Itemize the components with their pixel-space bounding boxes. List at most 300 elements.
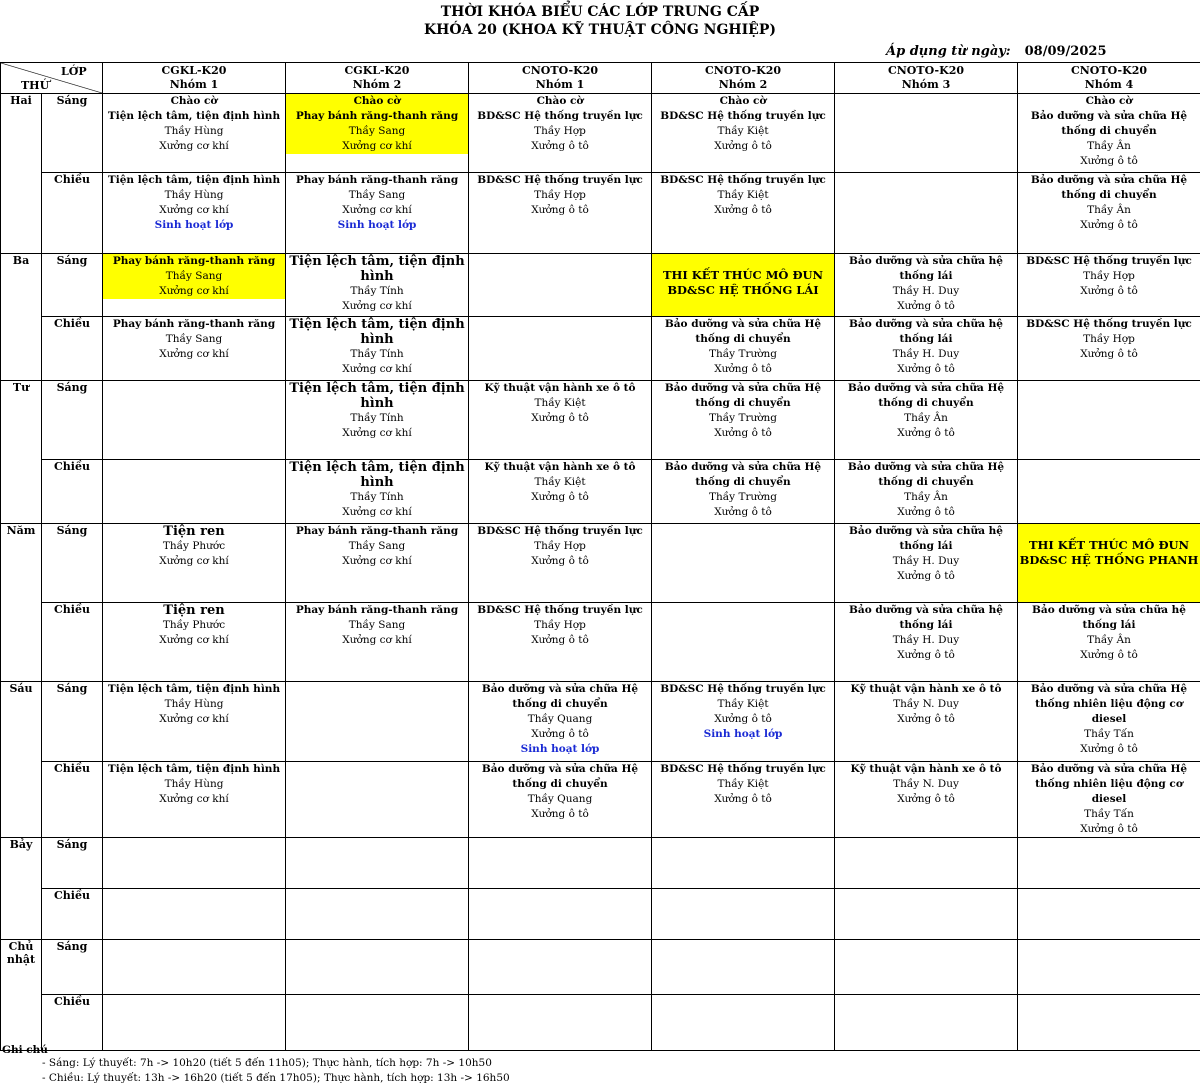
schedule-cell xyxy=(286,889,469,940)
schedule-cell xyxy=(1018,940,1200,995)
exam-notice: THI KẾT THÚC MÔ ĐUN BD&SC HỆ THỐNG PHANH xyxy=(1019,538,1199,567)
schedule-cell xyxy=(652,254,835,317)
teacher-name: Thầy Tấn xyxy=(1084,808,1134,820)
schedule-cell xyxy=(835,460,1018,524)
schedule-cell xyxy=(1018,762,1200,838)
class-group: Nhóm 3 xyxy=(901,78,951,91)
subject-name: Tiện lệch tâm, tiện định hình xyxy=(289,381,465,411)
subject-block xyxy=(1018,317,1200,362)
room-name: Xưởng ô tô xyxy=(1080,743,1138,755)
subject-name: Tiện ren xyxy=(163,524,225,539)
room-name: Xưởng cơ khí xyxy=(342,300,412,312)
schedule-row xyxy=(1,254,1200,317)
apply-date-label: Áp dụng từ ngày: xyxy=(886,44,1011,59)
room-name: Xưởng ô tô xyxy=(714,506,772,518)
room-name: Xưởng cơ khí xyxy=(159,634,229,646)
schedule-cell xyxy=(469,173,652,254)
room-name: Xưởng ô tô xyxy=(531,204,589,216)
subject-name: Bảo dưỡng và sửa chữa hệ thống lái xyxy=(849,318,1003,345)
teacher-name: Thầy Sang xyxy=(348,540,406,552)
subject-block xyxy=(103,603,285,648)
schedule-cell xyxy=(652,173,835,254)
class-code: CGKL-K20 xyxy=(344,64,410,77)
room-name: Xưởng cơ khí xyxy=(159,348,229,360)
subject-name: Tiện lệch tâm, tiện định hình xyxy=(289,254,465,284)
subject-name: BD&SC Hệ thống truyền lực xyxy=(477,604,643,616)
day-label: Sáu xyxy=(1,682,42,838)
schedule-row xyxy=(1,524,1200,603)
session-label: Sáng xyxy=(42,838,103,889)
teacher-name: Thầy Tấn xyxy=(1084,728,1134,740)
subject-name: Tiện lệch tâm, tiện định hình xyxy=(107,683,281,695)
class-group: Nhóm 2 xyxy=(718,78,768,91)
subject-name: Bảo dưỡng và sửa chữa Hệ thống di chuyển xyxy=(847,382,1005,409)
class-group: Nhóm 1 xyxy=(535,78,585,91)
schedule-row xyxy=(1,603,1200,682)
teacher-name: Thầy Kiệt xyxy=(717,698,769,710)
room-name: Xưởng ô tô xyxy=(897,363,955,375)
schedule-cell xyxy=(286,524,469,603)
subject-block xyxy=(835,682,1017,727)
schedule-cell xyxy=(286,940,469,995)
schedule-cell xyxy=(286,381,469,460)
subject-block xyxy=(103,173,285,218)
schedule-cell xyxy=(1018,682,1200,762)
class-activity-note: Sinh hoạt lớp xyxy=(703,728,783,740)
subject-name: Bảo dưỡng và sửa chữa Hệ thống di chuyển xyxy=(664,461,822,488)
schedule-row xyxy=(1,460,1200,524)
teacher-name: Thầy Ân xyxy=(1087,204,1131,216)
schedule-cell xyxy=(103,524,286,603)
cell-top-label: Chào cờ xyxy=(536,95,584,107)
schedule-cell xyxy=(835,254,1018,317)
subject-block xyxy=(652,317,834,377)
subject-name: Bảo dưỡng và sửa chữa Hệ thống di chuyển xyxy=(481,683,639,710)
schedule-cell xyxy=(835,995,1018,1051)
subject-name: BD&SC Hệ thống truyền lực xyxy=(1026,318,1192,330)
room-name: Xưởng ô tô xyxy=(897,300,955,312)
room-name: Xưởng ô tô xyxy=(1080,649,1138,661)
schedule-cell xyxy=(835,381,1018,460)
room-name: Xưởng ô tô xyxy=(1080,219,1138,231)
schedule-cell xyxy=(103,995,286,1051)
session-label: Chiều xyxy=(42,995,103,1051)
subject-block xyxy=(835,381,1017,441)
session-label: Chiều xyxy=(42,460,103,524)
subject-name: Bảo dưỡng và sửa chữa hệ thống lái xyxy=(1032,604,1186,631)
room-name: Xưởng ô tô xyxy=(897,713,955,725)
schedule-cell xyxy=(286,762,469,838)
schedule-cell xyxy=(835,603,1018,682)
teacher-name: Thầy Trường xyxy=(708,491,778,503)
subject-name: Bảo dưỡng và sửa chữa Hệ thống nhiên liệu động cơ diesel xyxy=(1030,683,1188,725)
day-label: Ba xyxy=(1,254,42,381)
subject-block xyxy=(286,524,468,569)
subject-name: Bảo dưỡng và sửa chữa Hệ thống nhiên liệu động cơ diesel xyxy=(1030,763,1188,805)
room-name: Xưởng ô tô xyxy=(531,808,589,820)
room-name: Xưởng ô tô xyxy=(531,634,589,646)
subject-block xyxy=(1018,254,1200,299)
schedule-cell xyxy=(469,762,652,838)
teacher-name: Thầy Trường xyxy=(708,412,778,424)
teacher-name: Thầy H. Duy xyxy=(892,285,960,297)
class-code: CNOTO-K20 xyxy=(705,64,781,77)
schedule-cell xyxy=(1018,173,1200,254)
teacher-name: Thầy Tính xyxy=(350,491,404,503)
schedule-cell xyxy=(103,254,286,317)
subject-block xyxy=(652,762,834,807)
subject-block xyxy=(835,460,1017,520)
room-name: Xưởng cơ khí xyxy=(159,204,229,216)
room-name: Xưởng cơ khí xyxy=(159,140,229,152)
room-name: Xưởng ô tô xyxy=(1080,285,1138,297)
subject-name: Kỹ thuật vận hành xe ô tô xyxy=(850,683,1002,695)
session-label: Chiều xyxy=(42,889,103,940)
room-name: Xưởng ô tô xyxy=(531,728,589,740)
subject-block xyxy=(835,254,1017,314)
schedule-cell xyxy=(1018,381,1200,460)
subject-block xyxy=(103,94,285,154)
subject-name: BD&SC Hệ thống truyền lực xyxy=(477,110,643,122)
schedule-cell xyxy=(1018,524,1200,603)
schedule-row xyxy=(1,940,1200,995)
subject-name: Phay bánh răng-thanh răng xyxy=(295,604,459,616)
cell-top-label: Chào cờ xyxy=(170,95,218,107)
schedule-cell xyxy=(469,603,652,682)
page-title: THỜI KHÓA BIỂU CÁC LỚP TRUNG CẤP xyxy=(440,4,760,20)
schedule-cell xyxy=(469,682,652,762)
subject-name: Tiện lệch tâm, tiện định hình xyxy=(289,317,465,347)
header-corner xyxy=(1,63,103,94)
session-label: Chiều xyxy=(42,173,103,254)
teacher-name: Thầy N. Duy xyxy=(893,778,959,790)
schedule-cell xyxy=(286,254,469,317)
subject-name: BD&SC Hệ thống truyền lực xyxy=(477,174,643,186)
subject-name: BD&SC Hệ thống truyền lực xyxy=(1026,255,1192,267)
teacher-name: Thầy Ân xyxy=(904,491,948,503)
schedule-cell xyxy=(652,762,835,838)
room-name: Xưởng cơ khí xyxy=(342,363,412,375)
subject-block xyxy=(469,762,651,822)
teacher-name: Thầy Sang xyxy=(348,189,406,201)
schedule-cell xyxy=(286,682,469,762)
subject-block xyxy=(835,762,1017,807)
schedule-cell xyxy=(835,838,1018,889)
session-label: Sáng xyxy=(42,254,103,317)
subject-block xyxy=(835,317,1017,377)
schedule-cell xyxy=(1018,94,1200,173)
room-name: Xưởng ô tô xyxy=(714,140,772,152)
room-name: Xưởng cơ khí xyxy=(159,555,229,567)
room-name: Xưởng cơ khí xyxy=(342,204,412,216)
day-label: Chủ nhật xyxy=(1,940,42,1051)
subject-block xyxy=(469,460,651,505)
schedule-cell xyxy=(835,173,1018,254)
subject-name: BD&SC Hệ thống truyền lực xyxy=(660,174,826,186)
room-name: Xưởng cơ khí xyxy=(342,427,412,439)
schedule-cell xyxy=(103,603,286,682)
schedule-cell xyxy=(103,173,286,254)
teacher-name: Thầy Kiệt xyxy=(717,778,769,790)
schedule-cell xyxy=(1018,460,1200,524)
schedule-cell xyxy=(1018,838,1200,889)
subject-block xyxy=(1018,682,1200,757)
teacher-name: Thầy Hùng xyxy=(164,778,224,790)
subject-name: Tiện lệch tâm, tiện định hình xyxy=(107,174,281,186)
subject-block xyxy=(652,173,834,218)
teacher-name: Thầy Kiệt xyxy=(534,397,586,409)
subject-block xyxy=(286,317,468,377)
class-code: CNOTO-K20 xyxy=(888,64,964,77)
schedule-cell xyxy=(469,940,652,995)
subject-name: Kỹ thuật vận hành xe ô tô xyxy=(850,763,1002,775)
schedule-cell xyxy=(469,94,652,173)
teacher-name: Thầy H. Duy xyxy=(892,555,960,567)
room-name: Xưởng ô tô xyxy=(897,427,955,439)
subject-block xyxy=(286,254,468,314)
teacher-name: Thầy Hợp xyxy=(1083,270,1135,282)
teacher-name: Thầy Phước xyxy=(162,619,226,631)
teacher-name: Thầy Sang xyxy=(165,270,223,282)
schedule-cell xyxy=(835,889,1018,940)
subject-block xyxy=(103,682,285,727)
subject-name: BD&SC Hệ thống truyền lực xyxy=(660,683,826,695)
room-name: Xưởng ô tô xyxy=(531,491,589,503)
subject-name: Tiện ren xyxy=(163,603,225,618)
class-group: Nhóm 4 xyxy=(1084,78,1134,91)
room-name: Xưởng cơ khí xyxy=(342,506,412,518)
class-code: CNOTO-K20 xyxy=(1071,64,1147,77)
room-name: Xưởng ô tô xyxy=(531,412,589,424)
class-activity-note: Sinh hoạt lớp xyxy=(337,219,417,231)
schedule-cell xyxy=(835,524,1018,603)
teacher-name: Thầy Tính xyxy=(350,348,404,360)
schedule-cell xyxy=(286,94,469,173)
schedule-cell xyxy=(103,762,286,838)
subject-block xyxy=(652,94,834,154)
schedule-cell xyxy=(286,603,469,682)
schedule-cell xyxy=(103,889,286,940)
schedule-cell xyxy=(652,940,835,995)
subject-block xyxy=(103,762,285,807)
teacher-name: Thầy Ân xyxy=(1087,634,1131,646)
cell-top-label: Chào cờ xyxy=(353,95,401,107)
subject-block xyxy=(652,381,834,441)
session-label: Chiều xyxy=(42,762,103,838)
room-name: Xưởng cơ khí xyxy=(342,634,412,646)
teacher-name: Thầy Hợp xyxy=(534,125,586,137)
schedule-cell xyxy=(652,995,835,1051)
subject-block xyxy=(652,682,834,727)
subject-block xyxy=(835,603,1017,663)
schedule-cell xyxy=(469,317,652,381)
schedule-cell xyxy=(1018,254,1200,317)
schedule-cell xyxy=(469,381,652,460)
schedule-cell xyxy=(1018,603,1200,682)
teacher-name: Thầy Hợp xyxy=(534,189,586,201)
subject-name: Bảo dưỡng và sửa chữa Hệ thống di chuyển xyxy=(1030,174,1188,201)
schedule-cell xyxy=(103,94,286,173)
subject-name: Kỹ thuật vận hành xe ô tô xyxy=(484,461,636,473)
room-name: Xưởng ô tô xyxy=(714,204,772,216)
subject-block xyxy=(103,524,285,569)
room-name: Xưởng cơ khí xyxy=(159,285,229,297)
schedule-row xyxy=(1,762,1200,838)
class-header xyxy=(1018,63,1200,94)
subject-name: Bảo dưỡng và sửa chữa Hệ thống di chuyển xyxy=(664,318,822,345)
schedule-cell xyxy=(286,460,469,524)
room-name: Xưởng cơ khí xyxy=(159,793,229,805)
subject-name: Tiện lệch tâm, tiện định hình xyxy=(107,110,281,122)
teacher-name: Thầy Phước xyxy=(162,540,226,552)
teacher-name: Thầy Hùng xyxy=(164,125,224,137)
subject-block xyxy=(469,524,651,569)
schedule-cell xyxy=(652,838,835,889)
teacher-name: Thầy Sang xyxy=(348,125,406,137)
schedule-cell xyxy=(103,381,286,460)
schedule-cell xyxy=(286,995,469,1051)
exam-notice: THI KẾT THÚC MÔ ĐUN BD&SC HỆ THỐNG LÁI xyxy=(662,268,824,297)
day-label: Bảy xyxy=(1,838,42,940)
schedule-cell xyxy=(652,381,835,460)
timetable xyxy=(0,62,1200,1051)
subject-name: Bảo dưỡng và sửa chữa Hệ thống di chuyển xyxy=(664,382,822,409)
subject-block xyxy=(286,460,468,520)
schedule-row xyxy=(1,682,1200,762)
schedule-row xyxy=(1,173,1200,254)
subject-block xyxy=(1018,94,1200,169)
subject-name: Bảo dưỡng và sửa chữa Hệ thống di chuyển xyxy=(1030,110,1188,137)
header-day-label: THỨ xyxy=(21,79,50,92)
room-name: Xưởng ô tô xyxy=(714,793,772,805)
session-label: Chiều xyxy=(42,603,103,682)
class-group: Nhóm 1 xyxy=(169,78,219,91)
subject-name: BD&SC Hệ thống truyền lực xyxy=(660,763,826,775)
schedule-cell xyxy=(652,603,835,682)
subject-name: Bảo dưỡng và sửa chữa hệ thống lái xyxy=(849,255,1003,282)
subject-name: BD&SC Hệ thống truyền lực xyxy=(477,525,643,537)
teacher-name: Thầy H. Duy xyxy=(892,348,960,360)
subject-name: Bảo dưỡng và sửa chữa hệ thống lái xyxy=(849,604,1003,631)
teacher-name: Thầy Kiệt xyxy=(534,476,586,488)
subject-block xyxy=(469,603,651,648)
room-name: Xưởng ô tô xyxy=(897,570,955,582)
session-label: Sáng xyxy=(42,524,103,603)
session-label: Sáng xyxy=(42,381,103,460)
subject-block xyxy=(103,254,285,299)
session-label: Sáng xyxy=(42,94,103,173)
schedule-cell xyxy=(835,762,1018,838)
apply-date-value: 08/09/2025 xyxy=(1024,44,1107,59)
schedule-cell xyxy=(469,254,652,317)
teacher-name: Thầy Ân xyxy=(904,412,948,424)
schedule-cell xyxy=(1018,889,1200,940)
teacher-name: Thầy Trường xyxy=(708,348,778,360)
room-name: Xưởng ô tô xyxy=(714,427,772,439)
schedule-row xyxy=(1,995,1200,1051)
class-activity-note: Sinh hoạt lớp xyxy=(520,743,600,755)
schedule-cell xyxy=(835,94,1018,173)
subject-block xyxy=(286,603,468,648)
teacher-name: Thầy Hợp xyxy=(1083,333,1135,345)
subject-block xyxy=(469,94,651,154)
cell-top-label: Chào cờ xyxy=(719,95,767,107)
schedule-row xyxy=(1,381,1200,460)
apply-date-line xyxy=(886,44,1106,59)
subject-block xyxy=(652,460,834,520)
teacher-name: Thầy Hợp xyxy=(534,540,586,552)
schedule-cell xyxy=(652,682,835,762)
room-name: Xưởng cơ khí xyxy=(342,140,412,152)
teacher-name: Thầy Kiệt xyxy=(717,125,769,137)
schedule-cell xyxy=(469,524,652,603)
schedule-row xyxy=(1,94,1200,173)
schedule-cell xyxy=(652,94,835,173)
schedule-cell xyxy=(103,838,286,889)
teacher-name: Thầy Hùng xyxy=(164,698,224,710)
subject-name: Phay bánh răng-thanh răng xyxy=(112,318,276,330)
subject-name: Tiện lệch tâm, tiện định hình xyxy=(289,460,465,490)
schedule-row xyxy=(1,838,1200,889)
teacher-name: Thầy Sang xyxy=(165,333,223,345)
schedule-cell xyxy=(286,173,469,254)
class-header xyxy=(469,63,652,94)
teacher-name: Thầy Hợp xyxy=(534,619,586,631)
schedule-cell xyxy=(652,889,835,940)
subject-block xyxy=(469,682,651,742)
notes-section xyxy=(0,1044,1200,1086)
page-subtitle: KHÓA 20 (KHOA KỸ THUẬT CÔNG NGHIỆP) xyxy=(424,22,776,38)
day-label: Hai xyxy=(1,94,42,254)
subject-block xyxy=(1018,762,1200,837)
schedule-cell xyxy=(652,317,835,381)
teacher-name: Thầy Kiệt xyxy=(717,189,769,201)
teacher-name: Thầy N. Duy xyxy=(893,698,959,710)
room-name: Xưởng ô tô xyxy=(897,506,955,518)
subject-block xyxy=(286,381,468,441)
day-label: Tư xyxy=(1,381,42,524)
session-label: Sáng xyxy=(42,940,103,995)
schedule-cell xyxy=(652,524,835,603)
teacher-name: Thầy Quang xyxy=(527,793,593,805)
schedule-cell xyxy=(1018,317,1200,381)
schedule-cell xyxy=(835,682,1018,762)
schedule-cell xyxy=(469,995,652,1051)
subject-name: Tiện lệch tâm, tiện định hình xyxy=(107,763,281,775)
subject-block xyxy=(286,94,468,154)
schedule-cell xyxy=(286,838,469,889)
teacher-name: Thầy Ân xyxy=(1087,140,1131,152)
subject-block xyxy=(835,524,1017,584)
room-name: Xưởng ô tô xyxy=(1080,348,1138,360)
schedule-cell xyxy=(103,317,286,381)
room-name: Xưởng ô tô xyxy=(897,649,955,661)
schedule-cell xyxy=(469,889,652,940)
room-name: Xưởng cơ khí xyxy=(159,713,229,725)
room-name: Xưởng ô tô xyxy=(531,140,589,152)
subject-name: Phay bánh răng-thanh răng xyxy=(295,525,459,537)
subject-name: Phay bánh răng-thanh răng xyxy=(295,174,459,186)
teacher-name: Thầy Hùng xyxy=(164,189,224,201)
notes-line: - Chiều: Lý thuyết: 13h -> 16h20 (tiết 5 đến 17h05); Thực hành, tích hợp: 13h -> 16h50 xyxy=(42,1072,510,1084)
room-name: Xưởng ô tô xyxy=(714,363,772,375)
class-code: CGKL-K20 xyxy=(161,64,227,77)
notes-line: - Sáng: Lý thuyết: 7h -> 10h20 (tiết 5 đến 11h05); Thực hành, tích hợp: 7h -> 10h50 xyxy=(42,1057,492,1069)
header-class-label: LỚP xyxy=(61,65,87,78)
class-activity-note: Sinh hoạt lớp xyxy=(154,219,234,231)
schedule-row xyxy=(1,317,1200,381)
subject-name: BD&SC Hệ thống truyền lực xyxy=(660,110,826,122)
